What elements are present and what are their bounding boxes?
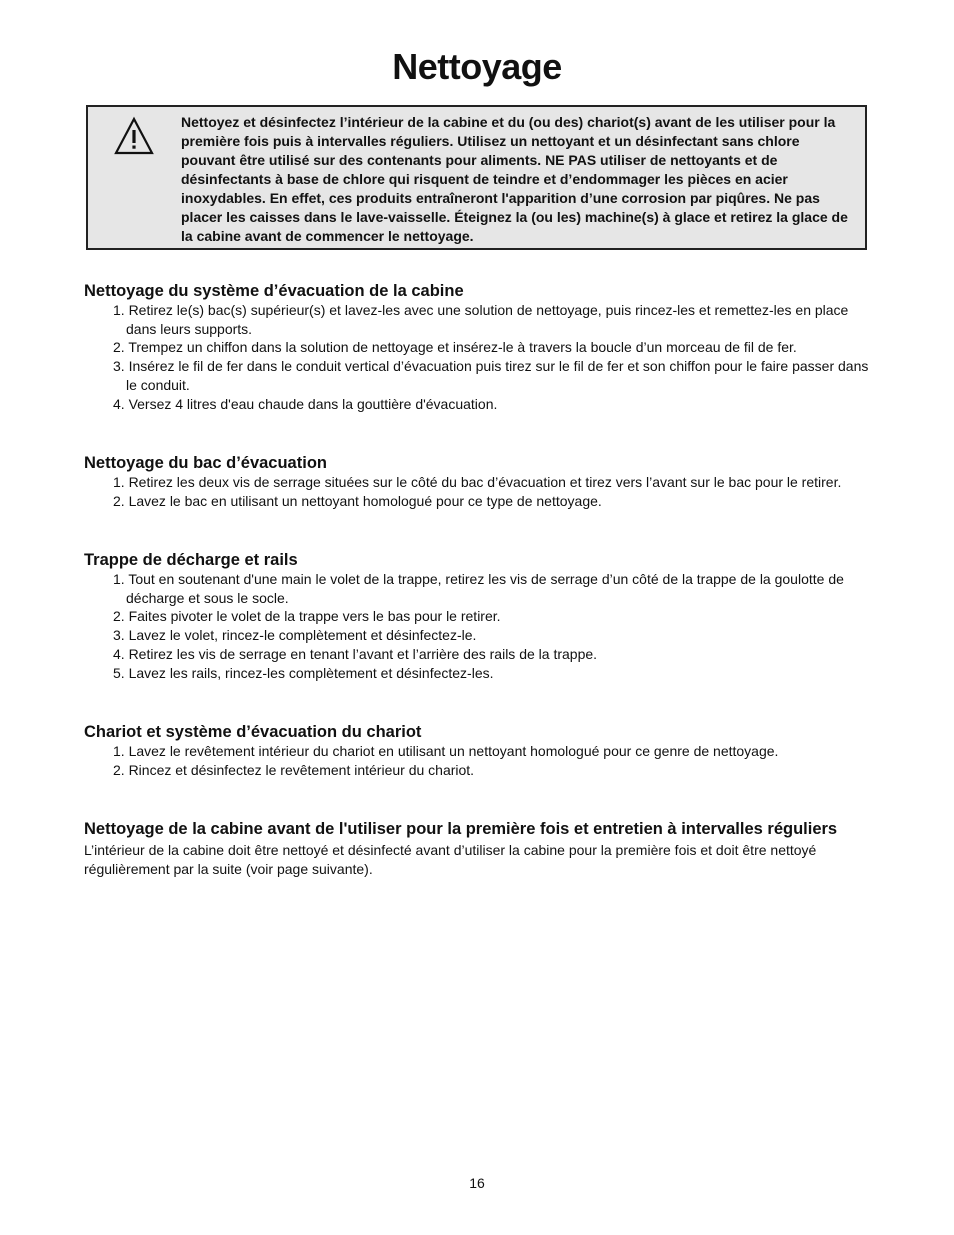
warning-text: Nettoyez et désinfectez l’intérieur de la cabine et du (ou des) chariot(s) avant de les utiliser pour la première fois puis à intervalles réguliers. Utilisez un nettoyant et un désinfectant sans chlore pouvant être utilisé sur des contenants pour aliments. NE PAS utiliser de nettoyants et de désinfectants à base de chlore qui risquent de teindre et d’endommager les pièces en acier inoxydables. En effet, ces produits entraîneront l'apparition d’une corrosion par piqûres. Ne pas placer les caisses dans le lave-vaisselle. Éteignez la (ou les) machine(s) à glace et retirez la glace de la cabine avant de commencer le nettoyage. xyxy=(181,114,848,244)
list-item: 2. Trempez un chiffon dans la solution de nettoyage et insérez-le à travers la boucle d’un morceau de fil de fer. xyxy=(113,339,797,356)
step-list xyxy=(84,570,874,682)
warning-box xyxy=(86,105,867,250)
list-item: 4. Retirez les vis de serrage en tenant l’avant et l’arrière des rails de la trappe. xyxy=(113,645,598,662)
section-body: L’intérieur de la cabine doit être nettoyé et désinfecté avant d’utiliser la cabine pour la première fois et doit être nettoyé régulièrement par la suite (voir page suivante). xyxy=(84,842,817,877)
warning-triangle-icon xyxy=(113,116,155,156)
section-first-use xyxy=(84,818,874,879)
list-item: 2. Faites pivoter le volet de la trappe vers le bas pour le retirer. xyxy=(113,608,501,625)
section-heading: Trappe de décharge et rails xyxy=(84,551,298,569)
section-heading: Nettoyage du bac d’évacuation xyxy=(84,454,327,472)
list-item: 2. Lavez le bac en utilisant un nettoyant homologué pour ce type de nettoyage. xyxy=(113,492,602,509)
list-item: 3. Insérez le fil de fer dans le conduit vertical d’évacuation puis tirez sur le fil de fer et son chiffon pour le faire passer dans le conduit. xyxy=(113,358,869,393)
step-list xyxy=(84,301,874,413)
step-list xyxy=(84,473,874,510)
section-heading: Nettoyage de la cabine avant de l'utiliser pour la première fois et entretien à intervalles réguliers xyxy=(84,820,838,838)
list-item: 3. Lavez le volet, rincez-le complètement et désinfectez-le. xyxy=(113,627,477,644)
list-item: 1. Lavez le revêtement intérieur du chariot en utilisant un nettoyant homologué pour ce genre de nettoyage. xyxy=(113,743,779,759)
page-title: Nettoyage xyxy=(392,46,562,87)
list-item: 5. Lavez les rails, rincez-les complètement et désinfectez-les. xyxy=(113,664,494,681)
section-drain-pan xyxy=(84,453,874,510)
list-item: 2. Rincez et désinfectez le revêtement intérieur du chariot. xyxy=(113,761,475,778)
section-cabin-drain xyxy=(84,281,874,413)
list-item: 1. Retirez le(s) bac(s) supérieur(s) et lavez-les avec une solution de nettoyage, puis rincez-les et remettez-les en place dans leurs supports. xyxy=(113,302,849,337)
section-cart xyxy=(84,722,874,779)
list-item: 4. Versez 4 litres d'eau chaude dans la gouttière d'évacuation. xyxy=(113,395,498,412)
section-heading: Nettoyage du système d’évacuation de la cabine xyxy=(84,282,464,300)
list-item: 1. Retirez les deux vis de serrage situées sur le côté du bac d’évacuation et tirez vers l’avant sur le bac pour le retirer. xyxy=(113,474,842,490)
page-number: 16 xyxy=(469,1175,485,1191)
step-list xyxy=(84,742,874,779)
list-item: 1. Tout en soutenant d'une main le volet de la trappe, retirez les vis de serrage d’un côté de la trappe de la goulotte de décharge et sous le socle. xyxy=(113,571,844,606)
section-heading: Chariot et système d’évacuation du chariot xyxy=(84,723,422,741)
section-discharge-door xyxy=(84,550,874,682)
